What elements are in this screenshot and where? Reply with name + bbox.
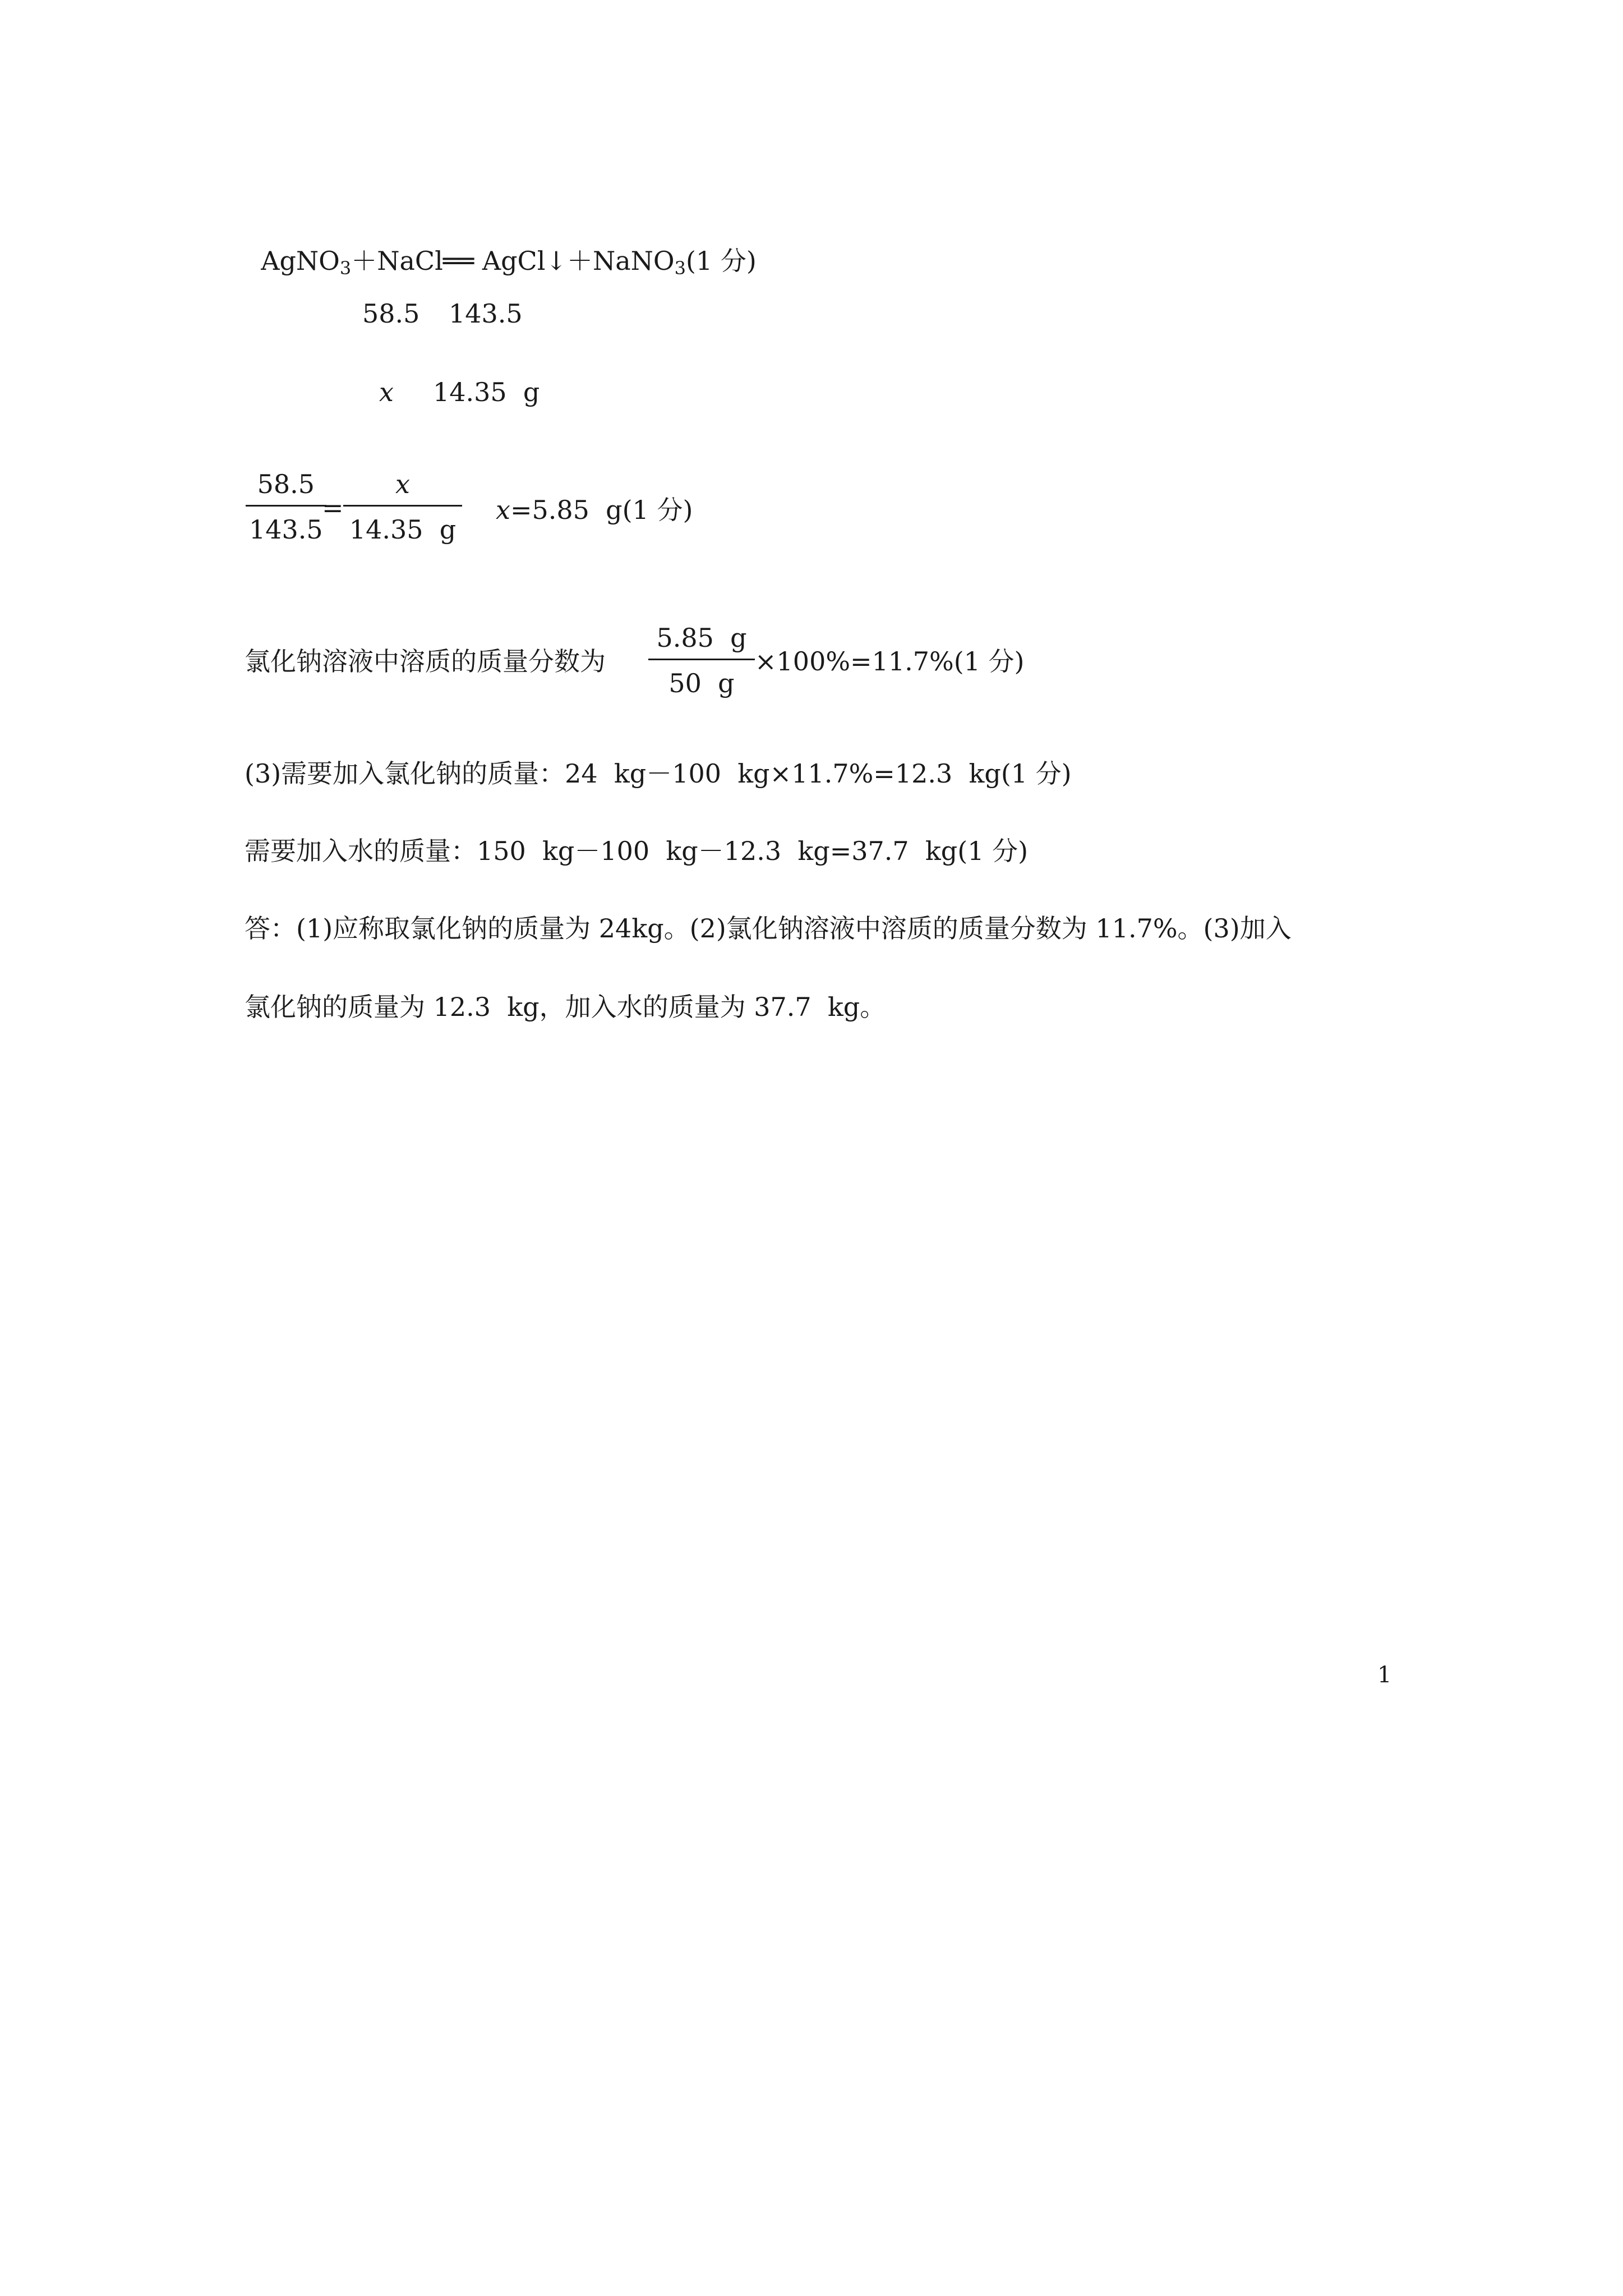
reaction-arrow: ══: [442, 246, 474, 276]
nacl-added-line: (3)需要加入氯化钠的质量：24 kg－100 kg×11.7%=12.3 kg(1 分): [245, 758, 1072, 789]
subscript-3: 3: [339, 257, 352, 279]
fraction-numerator: 5.85 g: [656, 623, 747, 653]
score-note: (1 分): [685, 246, 757, 276]
fraction-numerator: x: [395, 469, 410, 499]
water-added-line: 需要加入水的质量：150 kg－100 kg－12.3 kg=37.7 kg(1 分): [245, 836, 1029, 866]
mass-fraction-label: 氯化钠溶液中溶质的质量分数为: [245, 646, 606, 677]
fraction-denominator: 143.5: [249, 514, 323, 545]
page-number: 1: [1377, 1662, 1392, 1688]
proportion-fraction-right: [343, 469, 462, 545]
subscript-3b: 3: [674, 257, 686, 279]
agcl-mass: 14.35 g: [433, 377, 540, 407]
nacl-relative-mass: 58.5: [362, 298, 420, 329]
answer-line-1: 答：(1)应称取氯化钠的质量为 24kg。(2)氯化钠溶液中溶质的质量分数为 11.7%。(3)加入: [245, 913, 1292, 944]
proportion-fraction-left: [246, 469, 326, 545]
plus-nacl: ＋NaCl: [351, 246, 443, 276]
equals-sign: =: [322, 493, 344, 523]
mass-fraction-fraction: [648, 625, 755, 696]
answer-line-2: 氯化钠的质量为 12.3 kg，加入水的质量为 37.7 kg。: [245, 992, 886, 1022]
chemical-equation: [245, 222, 757, 277]
agcl-formula: AgCl: [474, 246, 546, 276]
fraction-denominator: 50 g: [668, 668, 735, 698]
unknown-x: x: [379, 377, 394, 407]
agno3-formula: AgNO: [261, 246, 340, 276]
fraction-denominator: 14.35 g: [349, 514, 457, 545]
fraction-numerator: 58.5: [257, 469, 315, 499]
mass-fraction-result: ×100%=11.7%(1 分): [755, 646, 1025, 677]
plus-nano3: ＋NaNO: [566, 246, 675, 276]
agcl-relative-mass: 143.5: [449, 298, 523, 329]
proportion-result: x=5.85 g(1 分): [496, 495, 693, 525]
precipitate-arrow: ↓: [545, 246, 567, 276]
